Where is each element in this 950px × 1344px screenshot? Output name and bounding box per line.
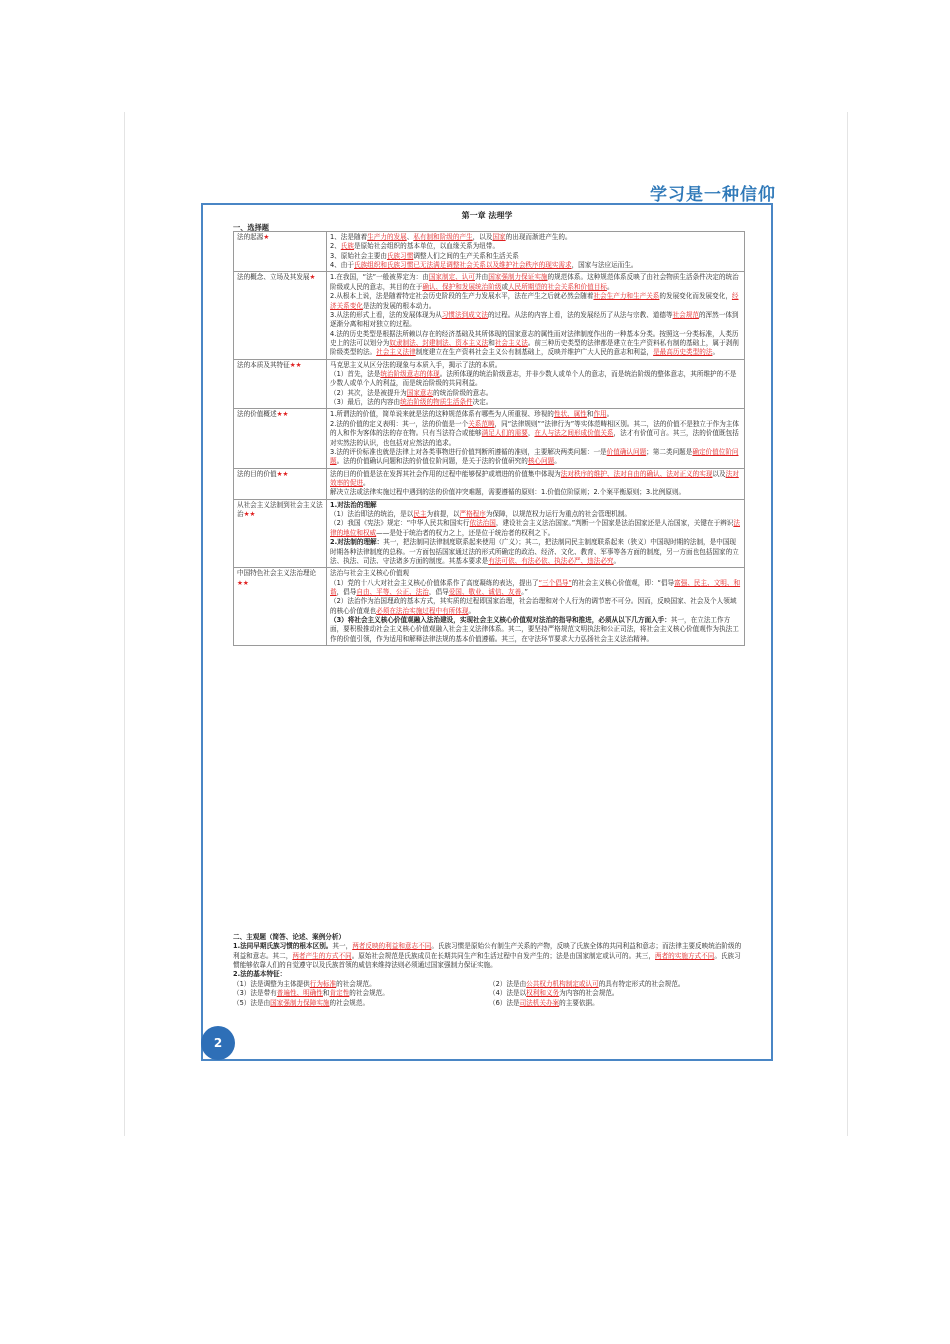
key-term: 国家强制力保证实施	[488, 273, 548, 282]
key-term: 社会主义法律	[376, 348, 416, 357]
key-term: 关系范畴	[468, 419, 495, 428]
content-line: （1）党的十八大对社会主义核心价值体系作了高度凝练的表达，提出了“三个倡导”的社会主义核心价值观，即：“倡导富强、民主、文明、和谐，倡导自由、平等、公正、法治，倡导爱国、敬业、诚信、友善。”	[330, 578, 741, 596]
feature-item: （5）法是由国家强制力保障实施的社会规范。	[233, 998, 370, 1007]
feature-item: （3）法是带有普遍性、明确性和肯定性的社会规范。	[233, 989, 389, 998]
row-label-text: 从社会主义法制到社会主义法治	[237, 500, 323, 519]
key-term: 两者反映的利益和意志不同	[352, 942, 432, 951]
row-label-text: 法的概念、立场及其发展	[237, 273, 310, 282]
row-label	[234, 359, 327, 409]
row-label	[234, 409, 327, 468]
importance-stars: ★★	[289, 360, 302, 369]
table-row	[234, 409, 745, 468]
row-label	[234, 232, 327, 272]
row-label	[234, 568, 327, 646]
key-term: 肯定性	[329, 989, 350, 998]
content-line: 1.在我国，“法”一般被界定为：由国家制定、认可并由国家强制力保证实施的规范体系。这种规范体系反映了由社会物质生活条件决定的统治阶级或人民的意志，其目的在于确认、保护和发展统治阶级或人民所期望的社会关系和价值目标。	[330, 273, 739, 291]
bold-heading: 2.对法制的理解：	[330, 538, 384, 547]
row-label-text: 法的起源	[237, 233, 264, 241]
feature-item: （6）法是司法机关办案的主要依据。	[489, 998, 599, 1007]
key-term: 氏族习惯	[386, 251, 414, 260]
content-line: 法治与社会主义核心价值观	[330, 569, 410, 578]
content-line: （2）其次，法是被提升为国家意志的统治阶级的意志。	[330, 388, 493, 397]
row-content	[327, 499, 745, 568]
key-term: 爱国、敬业、诚信、友善	[448, 587, 522, 596]
key-term: 有法可依、有法必依、执法必严、违法必究	[488, 556, 614, 565]
table-row	[234, 272, 745, 359]
key-term: 富强、民主、文明、和谐	[330, 578, 741, 596]
content-line: 4、由于氏族组织和氏族习惯已无法满足调整社会关系以及维护社会秩序的现实需求，国家与法应运而生。	[330, 261, 638, 270]
key-term: 氏族	[340, 242, 354, 251]
key-term: 价值确认问题	[606, 447, 647, 456]
content-line: 3.法的评价标准也就是法律上对各类事物进行价值判断所遵循的准则，主要解决两类问题：一是价值确认问题；第二类问题是确定价值位阶问题。法的价值确认问题和法的价值位阶问题，是关于法的价值研究的核心问题。	[330, 447, 739, 466]
key-term: 国家意志	[406, 388, 434, 397]
key-term: 权利和义务	[526, 989, 560, 998]
content-line: 解决立法或法律实施过程中遇到的法的价值冲突难题，需要遵循的原则：1.价值位阶原则；2.个案平衡原则；3.比例原则。	[330, 488, 686, 497]
row-label	[234, 499, 327, 568]
key-term: 普遍性、明确性	[276, 989, 323, 998]
section-1-title: 一、选择题	[233, 223, 269, 232]
bold-heading: 1.法同早期氏族习惯的根本区别。	[233, 942, 333, 951]
row-content	[327, 568, 745, 646]
importance-stars: ★★	[276, 410, 289, 419]
row-content	[327, 272, 745, 359]
feature-item: （1）法是调整为主体提供行为标准的社会规范。	[233, 979, 376, 988]
section-2-title: 二、主观题（简答、论述、案例分析）	[233, 933, 346, 941]
importance-stars: ★★	[276, 469, 289, 478]
key-term: 社会生产力和生产关系	[593, 292, 660, 301]
key-term: 在人与法之间形成价值关系	[534, 429, 614, 438]
key-term: 法律的地位和权威	[330, 519, 740, 537]
features-list	[233, 980, 745, 1008]
key-term: 奴隶制法、封建制法、资本主义法	[389, 338, 489, 347]
table-row	[234, 568, 745, 646]
key-term: 核心问题	[527, 457, 555, 466]
key-term: 国家强制力保障实施	[270, 998, 330, 1007]
key-term: 作用	[593, 410, 607, 419]
table-row	[234, 499, 745, 568]
row-content	[327, 409, 745, 468]
key-term: “三个倡导”	[538, 578, 572, 587]
importance-stars: ★★	[237, 578, 249, 587]
key-term: 法对秩序的维护、法对自由的确认、法对正义的实现	[560, 469, 713, 478]
key-term: 经济关系变化	[330, 292, 739, 310]
key-term: 生产力的发展	[367, 233, 407, 241]
key-term: 统治阶级意志的体现	[380, 370, 440, 379]
page-number-badge: 2	[201, 1026, 235, 1060]
row-label-text: 法的本质及其特征	[237, 360, 290, 369]
content-line: （3）最后，法的内容由统治阶级的物质生活条件决定。	[330, 398, 493, 407]
key-term: 习惯法到成文法	[441, 310, 488, 319]
slogan: 学习是一种信仰	[650, 185, 776, 205]
key-term: 国家	[492, 233, 506, 241]
key-term: 私有制和阶级的产生	[413, 233, 473, 241]
key-term: 确定价值位阶问题	[330, 447, 739, 466]
content-line: 2.法的价值的定义表明：其一，法的价值是一个关系范畴，同“法律规则”“法律行为”等实体范畴相区别。其二，法的价值不是独立于作为主体的人和作为客体的法的存在物。只有当法符合或能够满足人们的需要，在人与法之间形成价值关系，法才有价值可言。其三，法的价值既包括对实然法的认识，也包括对应然法的追求。	[330, 419, 739, 447]
content-line: 2、氏族是原始社会组织的基本单位，以血缘关系为纽带。	[330, 242, 500, 251]
bold-heading: （3）将社会主义核心价值观融入法治建设，实现社会主义核心价值观对法治的指导和推进，必须从以下几方面入手：	[330, 616, 671, 625]
key-term: 法对效率的促进	[330, 469, 739, 487]
key-term: 社会主义法	[494, 338, 528, 347]
content-line: （1）首先，法是统治阶级意志的体现。法所体现的统治阶级意志，并非少数人或单个人的意志，而是统治阶级的整体意志，其所维护的不是少数人或单个人的利益，而是统治阶级的共同利益。	[330, 370, 737, 388]
content-frame	[201, 203, 773, 1061]
content-line: 马克思主义从区分法的现象与本质入手，揭示了法的本质。	[330, 360, 502, 369]
table-row	[234, 468, 745, 499]
row-label-text: 法的目的价值	[237, 469, 277, 478]
importance-stars: ★★	[243, 510, 256, 519]
row-label-text: 法的价值概述	[237, 410, 277, 419]
row-content	[327, 359, 745, 409]
content-line: （2）法治作为治国理政的基本方式，其实质的过程即国家治理，社会治理和对个人行为的调节密不可分。因而，反映国家、社会及个人领域的核心价值观也必须在法治实施过程中有所体现。	[330, 597, 737, 615]
key-term: 性状、属性	[553, 410, 587, 419]
subjective-section	[233, 933, 745, 1008]
feature-item: （2）法是由公共权力机构制定或认可的具有特定形式的社会规范。	[489, 979, 685, 988]
key-term: 满足人们的需要	[481, 429, 528, 438]
part2-paragraph-1: 1.法同早期氏族习惯的根本区别。其一，两者反映的利益和意志不同。氏族习惯是原始公有制生产关系的产物，反映了氏族全体的共同利益和意志；而法律主要反映统治阶级的利益和意志。其二，两者产生的方式不同。原始社会规范是氏族成员在长期共同生产和生活过程中自发产生的；法是由国家制定或认可的。其三，两者的实施方式不同。氏族习惯能够依靠人们的自觉遵守以及氏族首领的威信来维持法则必须通过国家强制力保证实施。	[233, 942, 742, 970]
row-label	[234, 272, 327, 359]
key-term: 司法机关办案	[519, 998, 560, 1007]
feature-row	[233, 989, 745, 998]
content-line	[330, 501, 741, 510]
content-line: 2.从根本上说，法是随着特定社会历史阶段的生产力发展水平，法在产生之后就必然会随着社会生产力和生产关系的发展变化而发展变化，经济关系变化是法的发展的根本动力。	[330, 292, 739, 310]
content-line: 3、原始社会主要由氏族习惯调整人们之间的生产关系和生活关系	[330, 251, 519, 260]
row-label-text: 中国特色社会主义法治理论	[237, 569, 317, 578]
key-term: 必须在法治实施过程中有所体现	[376, 606, 469, 615]
table-row	[234, 232, 745, 272]
key-term: 是最高历史类型的法	[653, 348, 713, 357]
key-term: 自由、平等、公正、法治	[356, 587, 429, 596]
content-line: （3）将社会主义核心价值观融入法治建设，实现社会主义核心价值观对法治的指导和推进，必须从以下几方面入手：其一，在立法工作方面，要积极推动社会主义核心价值观融入社会主义法律体系。其二，要坚持严格规范文明执法和公正司法，将社会主义核心价值观作为执法工作的价值引领，作为适用和解释法律法规的基本价值遵循。其三，在守法环节要求大力弘扬社会主义法治精神。	[330, 616, 739, 643]
content-line: 4.法的历史类型是根据法所赖以存在的经济基础及其所体现的国家意志的属性而对法律制度作出的一种基本分类。按照这一分类标准，人类历史上的法可以划分为奴隶制法、封建制法、资本主义法和社会主义法。前三种历史类型的法律都是建立在生产资料私有制的基础上，属于剥削阶级类型的法。社会主义法律制度建立在生产资料社会主义公有制基础上，反映并维护广大人民的意志和利益，是最高历史类型的法。	[330, 329, 739, 357]
importance-stars: ★	[263, 233, 270, 241]
key-term: 国家制定、认可	[428, 273, 475, 282]
key-term: 两者产生的方式不同	[292, 951, 352, 960]
bold-heading: 1.对法治的理解	[330, 500, 377, 509]
key-term: 公共权力机构制定或认可	[526, 979, 599, 988]
key-term: 氏族组织和氏族习惯已无法满足调整社会关系以及维护社会秩序的现实需求	[353, 261, 572, 270]
importance-stars: ★	[309, 273, 316, 282]
feature-row	[233, 999, 745, 1008]
table-row	[234, 359, 745, 409]
content-line: 3.从法的形式上看，法的发展体现为从习惯法到成文法的过程。从法的内容上看，法的发展经历了从法与宗教、道德等社会规范的浑然一体到逐渐分离和相对独立的过程。	[330, 310, 739, 329]
key-term: 依法治国	[469, 519, 496, 528]
part2-heading-2: 2.法的基本特征：	[233, 970, 287, 979]
content-line: 2.对法制的理解：其一，把法制同法律制度联系起来使用（广义）；其二，把法制同民主制度联系起来（狭义）中国现时期的法制，是中国现时期各种法律制度的总称。一方面包括国家通过法的形式所确定的政治、经济、文化、教育、军事等各方面的制度，另一方面也包括国家的立法、执法、司法、守法诸多方面的制度。其基本要求是有法可依、有法必依、执法必严、违法必究。	[330, 538, 739, 565]
key-term: 行为标准	[309, 979, 337, 988]
key-term: 人民所期望的社会关系和价值目标	[508, 282, 607, 291]
row-label	[234, 468, 327, 499]
content-line: 1.所谓法的价值，简单说来就是法的这种规范体系有哪些为人所重视、珍视的性状、属性和作用。	[330, 410, 614, 419]
feature-item: （4）法是以权利和义务为内容的社会规范。	[489, 989, 619, 998]
key-term: 民主	[413, 510, 427, 519]
content-line: 法的目的价值是法在发挥其社会作用的过程中能够保护或增进的价值集中体现为法对秩序的维护、法对自由的确认、法对正义的实现以及法对效率的促进。	[330, 469, 739, 487]
chapter-title: 第一章 法理学	[461, 211, 513, 220]
key-term: 两者的实施方式不同	[655, 951, 715, 960]
row-content	[327, 232, 745, 272]
key-term: 社会规范	[672, 310, 699, 319]
row-content	[327, 468, 745, 499]
feature-row	[233, 980, 745, 989]
content-line: （1）法治即法的统治，是以民主为前提，以严格程序为保障，以规范权力运行为重点的社会管理机制。	[330, 510, 631, 519]
key-term: 严格程序	[459, 510, 486, 519]
key-term: 统治阶级的物质生活条件	[400, 398, 473, 407]
knowledge-table	[233, 231, 745, 646]
key-term: 确认、保护和发展统治阶级	[422, 282, 502, 291]
content-line: （2）我国《宪法》规定：“中华人民共和国实行依法治国，建设社会主义法治国家。”判断一个国家是法治国家还是人治国家，关键在于辨识法律的地位和权威——是处于统治者的权力之上，还是位于统治者的权利之下。	[330, 519, 740, 537]
content-line: 1、法是随着生产力的发展、私有制和阶级的产生，以及国家的出现而渐进产生的。	[330, 233, 572, 241]
